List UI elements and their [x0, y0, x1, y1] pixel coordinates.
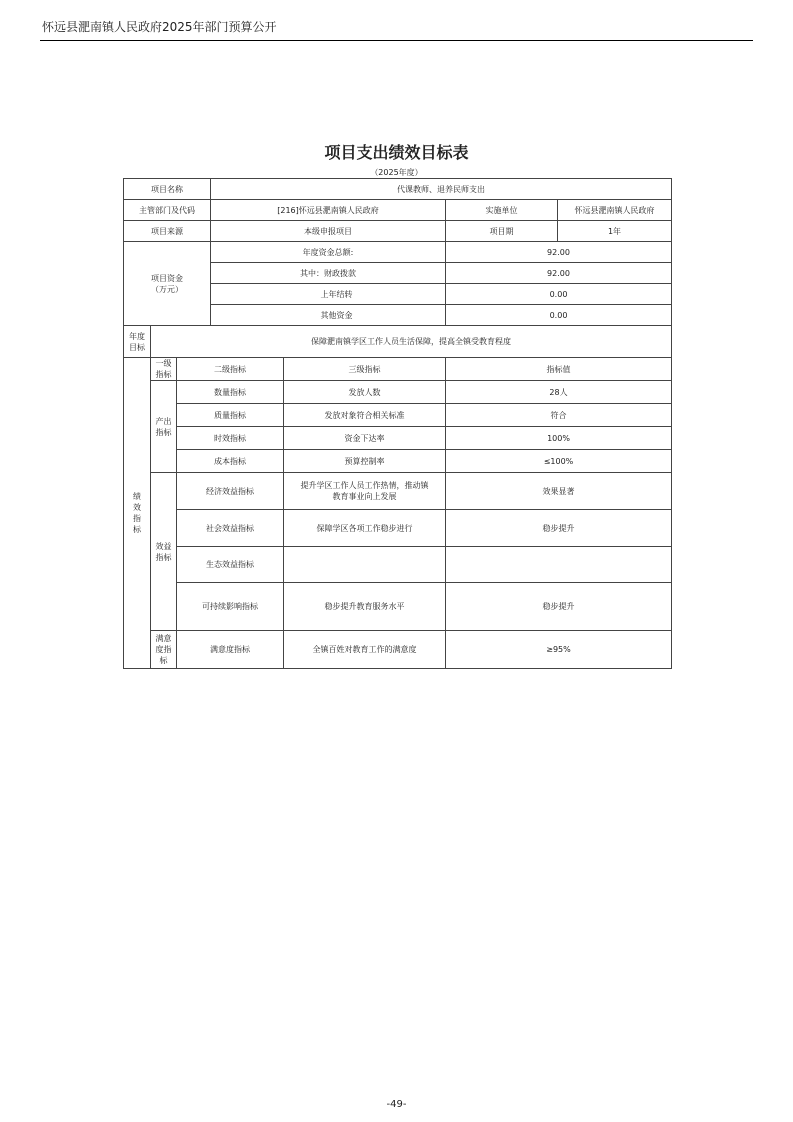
- indicator-level3: [284, 547, 446, 583]
- performance-goal-table: [123, 178, 672, 669]
- row-annual-goal: [124, 326, 672, 358]
- row-funds-total: [124, 242, 672, 263]
- header-divider: [40, 40, 753, 41]
- performance-label-char: 效: [133, 503, 141, 512]
- performance-label-char: 绩: [133, 492, 141, 501]
- funds-carryover-value: 0.00: [446, 284, 672, 305]
- department-label: 主管部门及代码: [124, 200, 211, 221]
- indicator-level2: 生态效益指标: [177, 547, 284, 583]
- indicator-value: ≥95%: [446, 631, 672, 669]
- satisfaction-group-line1: 满意: [155, 634, 172, 643]
- indicator-value: 稳步提升: [446, 510, 672, 547]
- header-level3: 三级指标: [284, 358, 446, 381]
- project-period-label: 项目期: [446, 221, 558, 242]
- indicator-row-quality: [124, 404, 672, 427]
- indicator-level3-line2: 教育事业向上发展: [332, 492, 397, 501]
- benefit-group-line2: 指标: [155, 552, 172, 562]
- implementing-unit-value: 怀远县淝南镇人民政府: [558, 200, 672, 221]
- indicator-level2: 数量指标: [177, 381, 284, 404]
- indicator-level2: 质量指标: [177, 404, 284, 427]
- indicator-level3: 全镇百姓对教育工作的满意度: [284, 631, 446, 669]
- indicator-level3: 稳步提升教育服务水平: [284, 583, 446, 631]
- funds-fiscal-value: 92.00: [446, 263, 672, 284]
- indicator-row-timeliness: [124, 427, 672, 450]
- funds-fiscal-label: 其中：财政拨款: [211, 263, 446, 284]
- indicator-level3: 发放人数: [284, 381, 446, 404]
- annual-goal-text: 保障淝南镇学区工作人员生活保障，提高全镇受教育程度: [151, 326, 672, 358]
- funds-label-line2: （万元）: [151, 284, 183, 294]
- indicator-level2: 社会效益指标: [177, 510, 284, 547]
- indicator-level3: 发放对象符合相关标准: [284, 404, 446, 427]
- satisfaction-group-line2: 度指: [155, 645, 172, 654]
- project-name-label: 项目名称: [124, 179, 211, 200]
- indicator-level2: 时效指标: [177, 427, 284, 450]
- performance-label-char: 指: [133, 514, 141, 523]
- funds-total-value: 92.00: [446, 242, 672, 263]
- indicator-value: 符合: [446, 404, 672, 427]
- document-header-title: 怀远县淝南镇人民政府2025年部门预算公开: [42, 20, 277, 34]
- page-number: -49-: [386, 1099, 407, 1110]
- indicator-row-economic: [124, 473, 672, 510]
- indicator-level2: 满意度指标: [177, 631, 284, 669]
- indicator-row-cost: [124, 450, 672, 473]
- project-source-value: 本级申报项目: [211, 221, 446, 242]
- satisfaction-group-line3: 标: [159, 656, 168, 665]
- output-group-line1: 产出: [155, 416, 172, 426]
- performance-label-char: 标: [133, 525, 141, 534]
- header-level1: [151, 358, 177, 381]
- table-title: 项目支出绩效目标表: [324, 143, 469, 162]
- indicator-level3-line1: 提升学区工作人员工作热情，推动镇: [300, 481, 429, 490]
- annual-goal-label-line1: 年度: [129, 331, 145, 341]
- indicator-row-sustainable: [124, 583, 672, 631]
- indicator-value: 100%: [446, 427, 672, 450]
- header-level1-line2: 指标: [155, 370, 172, 379]
- satisfaction-indicators-group: [151, 631, 177, 669]
- indicator-value: 效果显著: [446, 473, 672, 510]
- table-year: （2025年度）: [370, 168, 423, 177]
- indicator-value: 稳步提升: [446, 583, 672, 631]
- benefit-group-line1: 效益: [155, 541, 172, 551]
- indicator-row-social: [124, 510, 672, 547]
- indicator-level3: 保障学区各项工作稳步进行: [284, 510, 446, 547]
- indicator-level2: 经济效益指标: [177, 473, 284, 510]
- indicator-level3: 资金下达率: [284, 427, 446, 450]
- indicator-value: ≤100%: [446, 450, 672, 473]
- annual-goal-label-line2: 目标: [129, 342, 145, 352]
- indicator-value: [446, 547, 672, 583]
- indicator-level3: [284, 473, 446, 510]
- funds-other-label: 其他资金: [211, 305, 446, 326]
- funds-carryover-label: 上年结转: [211, 284, 446, 305]
- implementing-unit-label: 实施单位: [446, 200, 558, 221]
- indicator-row-satisfaction: [124, 631, 672, 669]
- header-level1-line1: 一级: [155, 359, 172, 368]
- annual-goal-label: [124, 326, 151, 358]
- department-value: [216]怀远县淝南镇人民政府: [211, 200, 446, 221]
- indicator-value: 28人: [446, 381, 672, 404]
- row-project-name: [124, 179, 672, 200]
- output-indicators-group: [151, 381, 177, 473]
- row-project-source: [124, 221, 672, 242]
- funds-other-value: 0.00: [446, 305, 672, 326]
- benefit-indicators-group: [151, 473, 177, 631]
- funds-total-label: 年度资金总额:: [211, 242, 446, 263]
- indicator-level3: 预算控制率: [284, 450, 446, 473]
- project-source-label: 项目来源: [124, 221, 211, 242]
- indicator-row-ecological: [124, 547, 672, 583]
- funds-label-line1: 项目资金: [151, 273, 183, 283]
- row-department: [124, 200, 672, 221]
- project-name-value: 代课教师、退养民师支出: [211, 179, 672, 200]
- indicator-row-quantity: [124, 381, 672, 404]
- header-level2: 二级指标: [177, 358, 284, 381]
- output-group-line2: 指标: [155, 427, 172, 437]
- indicator-level2: 可持续影响指标: [177, 583, 284, 631]
- performance-indicators-label: [124, 358, 151, 669]
- indicator-level2: 成本指标: [177, 450, 284, 473]
- project-period-value: 1年: [558, 221, 672, 242]
- funds-label: [124, 242, 211, 326]
- header-value: 指标值: [446, 358, 672, 381]
- row-indicator-headers: [124, 358, 672, 381]
